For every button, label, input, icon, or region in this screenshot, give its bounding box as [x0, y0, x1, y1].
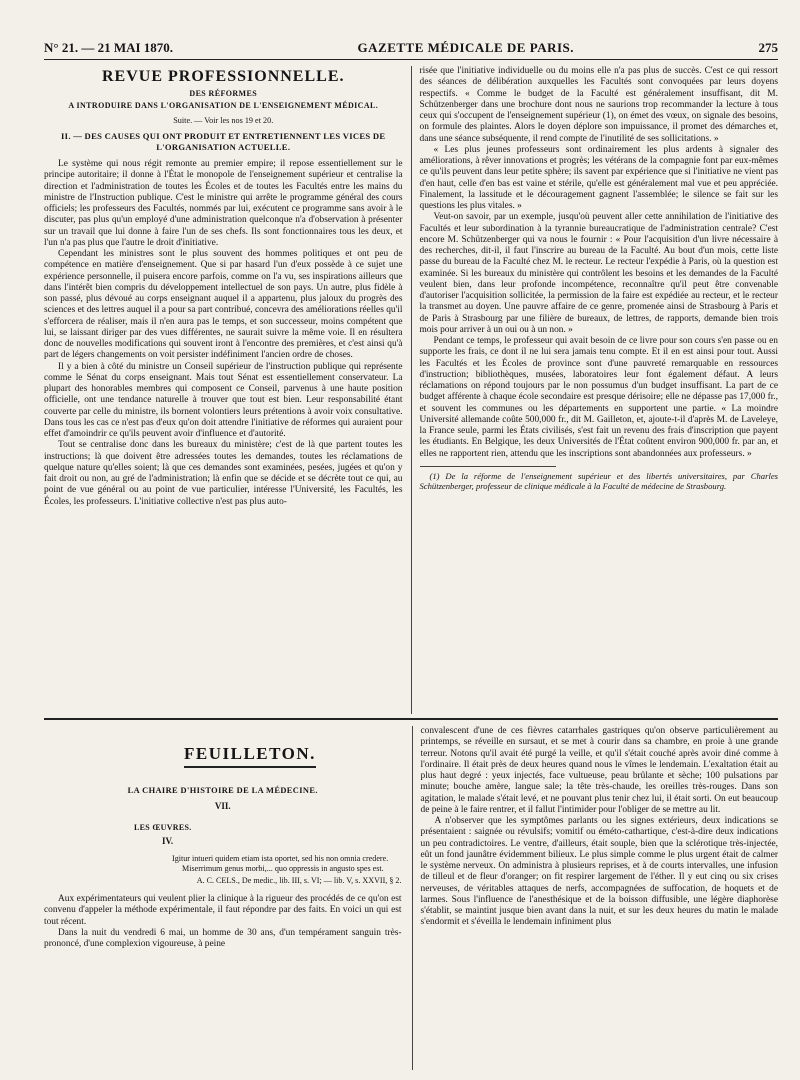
revue-paragraph: « Les plus jeunes professeurs sont ordinairement les plus ardents à signaler des améliorations, à rêver innovations et progrès; les vétérans de la compagnie font par eux-mêmes ce qu'ils peuvent dans leur petite sphère; ils savent par expérience que si l'initiative ne vient pas d'en haut, celle d'en bas est vaine et stérile, qu'elle est généralement mal vue et peu appréciée. Finalement, la lassitude et le découragement gagnent l'assemblée; le silence se fait sur les questions les plus vitales. »	[419, 144, 778, 211]
page-number: 275	[758, 40, 778, 55]
section-divider	[44, 718, 778, 720]
feuilleton-left-text	[44, 894, 402, 950]
revue-title: REVUE PROFESSIONNELLE.	[102, 68, 345, 85]
revue-paragraph: Il y a bien à côté du ministre un Conseil supérieur de l'instruction publique qui représente comme le Sénat du corps enseignant. Mais tout Sénat est essentiellement conservateur. La plupart des honorables membres qui composent ce Conseil, parvenus à une haute position officielle, ont une tendance naturelle à trouver que tout est bien. Leur responsabilité étant couverte par celle du ministre, ils bornent volontiers leurs prétentions à avoir voix consultative. Dans tous les cas ce n'est pas d'eux qu'on doit attendre l'initiative de réformes qui auraient pour effet d'amoindrir ce qu'ils peuvent avoir d'influence et d'autorité.	[44, 361, 403, 439]
revue-left-column	[44, 66, 412, 714]
revue-paragraph: Pendant ce temps, le professeur qui avait besoin de ce livre pour son cours s'en passe ou en supporte les frais, ce dont il ne lui sera jamais tenu compte. Et il en est ainsi pour tout. Aussi les Facultés et les Écoles de province sont d'une pauvreté remarquable en ressources d'instruction; bibliothèques, musées, laboratoires leur font également défaut. A leurs réclamations on répond toujours par le non possumus d'un budget insuffisant. La part de ce budget afférente à chaque école secondaire est presque dérisoire; elle ne dépasse pas 17,000 fr., et souvent les communes ou les départements en supportent une partie. « La moindre Université allemande coûte 500,000 fr., dit M. Gailleton, et, ajoute-t-il d'après M. de Laveleye, la France seule, parmi les États civilisés, s'est fait un revenu des frais d'inscription que payent les étudiants. En Belgique, les deux Universités de l'État coûtent environ 900,000 fr. par an, et elles ne rapportent rien, attendu que les inscriptions sont abandonnées aux professeurs. »	[419, 336, 778, 459]
epigraph-line-2: Miserrimum genus morbi,... quo oppressis in angusto spes est.	[182, 864, 384, 873]
revue-paragraph: Veut-on savoir, par un exemple, jusqu'où peuvent aller cette annihilation de l'initiative des Facultés et leur subordination à la tyrannie bureaucratique de l'administration centrale? C'est encore M. Schützenberger qui va nous le fournir : « Pour l'acquisition d'un livre nécessaire à des recherches, dit-il, il faut l'inscrire au bureau de la Faculté. Au bout d'un mois, cette liste passe du bureau de la Faculté chez M. le recteur. Le recteur l'expédie à Paris, où la question est examinée. Si les bureaux du ministère qui contrôlent les besoins et les demandes de la Faculté veulent bien, dans leur profonde incompétence, reconnaître qu'il peut être convenable d'autoriser l'acquisition sollicitée, la permission de la faire est expédiée au recteur, et le recteur la transmet au doyen. Une pauvre affaire de ce genre, promenée ainsi de Strasbourg à Paris et de Paris à Strasbourg par une filière de bureaux, de lettres, de rapports, demande bien trois mois pour arriver à un oui ou à un non. »	[419, 212, 778, 335]
revue-paragraph: Le système qui nous régit remonte au premier empire; il repose essentiellement sur le principe autoritaire; il donne à l'État le monopole de l'enseignement supérieur et centralise la direction et l'administration de toutes les Écoles et de toutes les Facultés entre les mains du ministre de l'Instruction publique. C'est le ministre qui arrête le programme général des cours officiels; les professeurs des Facultés, nommés par lui, exécutent ce programme sans avoir à le discuter, pas plus qu'un employé d'une administration quelconque n'a d'observation à présenter sur un travail que lui donne à faire l'un de ses chefs. Ils sont fonctionnaires tous les deux, et l'un n'a pas plus que l'autre le droit d'initiative.	[44, 159, 403, 248]
feuilleton-paragraph: A n'observer que les symptômes parlants ou les signes extérieurs, deux indications se présentaient : saignée ou révulsifs; vomitif ou éméto-cathartique, c'est-à-dire deux indications un peu contradictoires. Le ventre, d'ailleurs, était souple, bien que la sclérotique très-injectée, eût un fond jaunâtre évidemment bilieux. Le plus simple comme le plus urgent était de calmer le système nerveux. On administra à plusieurs reprises, et à de courts intervalles, une infusion de tilleul et de fleur d'oranger; on fit respirer largement de l'éther. Il y eut cinq ou six crises nerveuses, de véritables attaques de nerfs, accompagnées de suffocation, de hoquets et de larmes. Sous l'influence de l'anesthésique et de la boisson diffusible, une légère diaphorèse s'établit, se maintint jusque bien avant dans la nuit, et sur les deux heures du matin le malade s'endormit et s'éveilla le lendemain infiniment plus	[420, 816, 778, 928]
feuilleton-oeuvres-heading: LES ŒUVRES.	[134, 823, 192, 832]
feuilleton-chaire-heading: LA CHAIRE D'HISTOIRE DE LA MÉDECINE.	[127, 786, 318, 795]
feuilleton-paragraph: convalescent d'une de ces fièvres catarrhales gastriques qu'on observe particulièrement au printemps, se réveille en sursaut, et se met à courir dans sa chambre, en proie à une grande terreur. Notons qu'il avait été purgé la veille, et qu'il s'était couché après avoir diné comme à l'ordinaire. Il était près de deux heures quand nous le vîmes le lendemain. L'exaltation était au plus haut degré : yeux injectés, face vultueuse, peau brûlante et sèche; 100 pulsations par minute; bouche amère, langue sale; la tête très-chaude, les oreilles très-rouges. Dans son agitation, le malade s'était levé, et ne pouvant plus tenir chez lui, il était sorti. On eut beaucoup de peine à le faire rentrer, et il fallut l'intimider pour l'obliger de se mettre au lit.	[420, 726, 778, 815]
epigraph-source: A. C. CELS., De medic., lib. III, s. VI; — lib. V, s. XXVII, § 2.	[196, 876, 402, 885]
feuilleton-left-column	[44, 726, 413, 1070]
revue-paragraph: Tout se centralise donc dans les bureaux du ministère; c'est de là que partent toutes les instructions; là que doivent être adressées toutes les demandes, toutes les réclamations de quelque nature qu'elles soient; là que ces demandes sont examinées, pesées, jugées et qu'on y fait droit ou non, au gré de l'administration; là enfin que se décide et se décrète tout ce qui, au point de vue général ou au point de vue particulier, intéresse l'Université, les Facultés, les Écoles, les professeurs. L'initiative collective n'est pas plus auto-	[44, 440, 403, 507]
revue-section	[44, 66, 778, 714]
footnote-rule	[420, 466, 556, 467]
header-rule	[44, 59, 778, 60]
revue-right-column	[412, 66, 779, 714]
feuilleton-paragraph: Dans la nuit du vendredi 6 mai, un homme de 30 ans, d'un tempérament sanguin très-prononcé, d'une complexion vigoureuse, à peine	[44, 927, 402, 949]
revue-subtitle-1: DES RÉFORMES	[189, 89, 258, 98]
revue-suite-note: Suite. — Voir les nos 19 et 20.	[173, 116, 274, 125]
epigraph	[172, 854, 402, 886]
footnote: (1) De la réforme de l'enseignement supérieur et des libertés universitaires, par Charles Schützenberger, professeur de clinique médicale à la Faculté de médecine de Strasbourg.	[419, 470, 778, 492]
feuilleton-right-column	[413, 726, 779, 1070]
epigraph-line-1: Igitur intueri quidem etiam ista oportet, sed his non omnia credere.	[172, 854, 389, 863]
feuilleton-paragraph: Aux expérimentateurs qui veulent plier la clinique à la rigueur des procédés de ce qu'on est convenu d'appeler la méthode expérimentale, il faut répondre par des faits. En voici un qui est tout récent.	[44, 894, 402, 927]
section-heading: II. — DES CAUSES QUI ONT PRODUIT ET ENTRETIENNENT LES VICES DE L'ORGANISATION ACTUELLE.	[61, 131, 386, 152]
issue-number: N° 21. — 21 MAI 1870.	[44, 40, 174, 55]
revue-subtitle-2: A INTRODUIRE DANS L'ORGANISATION DE L'ENSEIGNEMENT MÉDICAL.	[68, 101, 379, 110]
journal-title: GAZETTE MÉDICALE DE PARIS.	[357, 40, 575, 55]
feuilleton-part-number: VII.	[214, 801, 231, 811]
feuilleton-title: FEUILLETON.	[184, 744, 316, 768]
feuilleton-section	[44, 726, 778, 1070]
feuilleton-subpart-number: IV.	[162, 836, 174, 846]
revue-paragraph: risée que l'initiative individuelle ou du moins elle n'a pas plus de succès. C'est ce qui ressort des séances de délibération auxquelles les Facultés sont convoquées par leurs doyens respectifs. « Comme le budget de la Faculté est généralement insuffisant, dit M. Schützenberger dans une brochure dont nous ne saurions trop recommander la lecture à tous ceux qui s'occupent de l'enseignement supérieur (1), on émet des vœux, on signale des besoins, on formule des plaintes. Alors le doyen déplore son impuissance, il promet des démarches et, dans une séance subséquente, il rend compte de l'inutilité de ses sollicitations. »	[419, 66, 778, 144]
running-header	[44, 40, 778, 56]
revue-paragraph: Cependant les ministres sont le plus souvent des hommes politiques et ont peu de compétence en matière d'enseignement. Que si par hasard l'un d'eux possède à ce sujet une expérience personnelle, il puisera encore parfois, comme on l'a vu, ses inspirations ailleurs que dans l'intérêt bien compris du développement intellectuel de son pays. Un autre, plus fidèle à son passé, plus dévoué au corps enseignant auquel il a appartenu, plus jaloux du progrès des sciences et des lettres auquel il a pour sa part contribué, concevra des améliorations réelles qu'il s'efforcera de réaliser, mais il n'en aura pas le temps, et son successeur, moins compétent que lui, se laissant diriger par des vues différentes, ne saurait suivre la même voie. Il en résultera donc de nouvelles modifications qui souvent iront à l'encontre des premières, et c'est ainsi qu'à part de légers changements on voit persister indéfiniment l'ancien ordre de choses.	[44, 249, 403, 361]
